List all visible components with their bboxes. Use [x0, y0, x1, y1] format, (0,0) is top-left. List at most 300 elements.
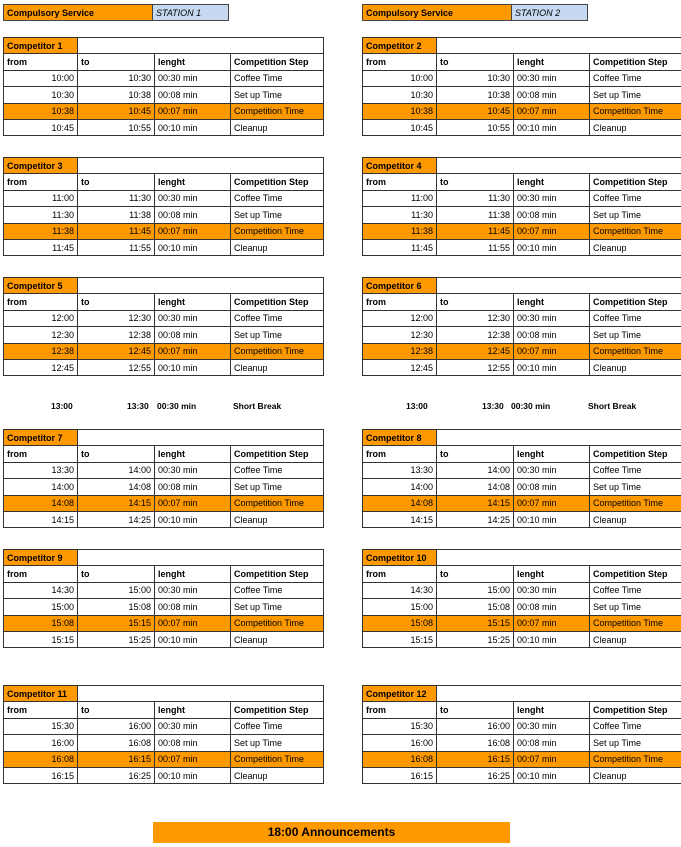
- length-cell: 00:30 min: [155, 718, 231, 734]
- to-cell: 11:30: [78, 190, 155, 206]
- step-cell: Cleanup: [231, 767, 324, 783]
- length-cell: 00:07 min: [155, 223, 231, 239]
- step-cell: Competition Time: [590, 751, 681, 767]
- competitor-title-row: [4, 38, 324, 54]
- schedule-row: [4, 119, 324, 135]
- competitor-table: [3, 277, 324, 376]
- competitor-title-row: [4, 430, 324, 446]
- column-header: lenght: [155, 566, 231, 582]
- length-cell: 00:08 min: [514, 479, 590, 495]
- column-header: Competition Step: [231, 294, 324, 310]
- schedule-row: [363, 767, 681, 783]
- step-cell: Coffee Time: [590, 190, 681, 206]
- schedule-row: [363, 599, 681, 615]
- column-header: lenght: [155, 294, 231, 310]
- step-cell: Set up Time: [590, 87, 681, 103]
- length-cell: 00:08 min: [155, 479, 231, 495]
- from-cell: 10:45: [363, 119, 437, 135]
- step-cell: Cleanup: [590, 511, 681, 527]
- to-cell: 14:25: [437, 511, 514, 527]
- length-cell: 00:07 min: [155, 751, 231, 767]
- length-cell: 00:10 min: [155, 359, 231, 375]
- column-header-row: [4, 566, 324, 582]
- schedule-row: [363, 479, 681, 495]
- to-cell: 14:00: [78, 462, 155, 478]
- schedule-row: [363, 103, 681, 119]
- column-header: lenght: [155, 174, 231, 190]
- length-cell: 00:10 min: [514, 631, 590, 647]
- length-cell: 00:10 min: [514, 239, 590, 255]
- to-cell: 14:15: [437, 495, 514, 511]
- step-cell: Coffee Time: [231, 462, 324, 478]
- step-cell: Competition Time: [231, 343, 324, 359]
- from-cell: 12:38: [363, 343, 437, 359]
- from-cell: 10:30: [363, 87, 437, 103]
- schedule-row: [4, 207, 324, 223]
- length-cell: 00:30 min: [514, 190, 590, 206]
- title-blank-cell: [437, 550, 681, 566]
- column-header: to: [78, 702, 155, 718]
- to-cell: 15:08: [437, 599, 514, 615]
- title-blank-cell: [437, 278, 681, 294]
- length-cell: 00:30 min: [155, 462, 231, 478]
- column-header: lenght: [155, 702, 231, 718]
- length-cell: 00:08 min: [514, 207, 590, 223]
- competitor-title-row: [363, 158, 681, 174]
- step-cell: Competition Time: [231, 615, 324, 631]
- length-cell: 00:07 min: [514, 615, 590, 631]
- to-cell: 10:30: [437, 70, 514, 86]
- step-cell: Set up Time: [231, 87, 324, 103]
- from-cell: 10:00: [363, 70, 437, 86]
- competitor-table: [362, 429, 681, 528]
- step-cell: Cleanup: [590, 359, 681, 375]
- column-header-row: [4, 702, 324, 718]
- from-cell: 15:15: [4, 631, 78, 647]
- length-cell: 00:10 min: [514, 359, 590, 375]
- to-cell: 10:45: [78, 103, 155, 119]
- schedule-row: [363, 119, 681, 135]
- break-length: 00:30 min: [511, 401, 551, 411]
- schedule-row: [4, 327, 324, 343]
- schedule-row: [363, 359, 681, 375]
- break-step: Short Break: [233, 401, 282, 411]
- competitor-title: Competitor 10: [363, 550, 437, 566]
- length-cell: 00:30 min: [514, 310, 590, 326]
- step-cell: Competition Time: [590, 223, 681, 239]
- column-header: from: [4, 294, 78, 310]
- title-blank-cell: [78, 430, 324, 446]
- column-header: from: [363, 702, 437, 718]
- competitor-table: [3, 685, 324, 784]
- competitor-title-row: [4, 550, 324, 566]
- column-header-row: [4, 54, 324, 70]
- to-cell: 16:08: [437, 735, 514, 751]
- schedule-row: [363, 343, 681, 359]
- from-cell: 12:45: [363, 359, 437, 375]
- length-cell: 00:08 min: [155, 599, 231, 615]
- from-cell: 11:00: [363, 190, 437, 206]
- step-cell: Coffee Time: [590, 310, 681, 326]
- column-header: from: [363, 294, 437, 310]
- competitor-block: [3, 277, 323, 376]
- from-cell: 16:08: [363, 751, 437, 767]
- schedule-row: [4, 767, 324, 783]
- schedule-row: [4, 479, 324, 495]
- step-cell: Coffee Time: [590, 582, 681, 598]
- to-cell: 11:55: [78, 239, 155, 255]
- column-header-row: [363, 446, 681, 462]
- column-header: Competition Step: [231, 174, 324, 190]
- step-cell: Coffee Time: [590, 718, 681, 734]
- competitor-title-row: [363, 38, 681, 54]
- column-header: Competition Step: [590, 294, 681, 310]
- column-header: from: [363, 446, 437, 462]
- break-from: 13:00: [406, 401, 428, 411]
- competitor-title: Competitor 8: [363, 430, 437, 446]
- schedule-row: [4, 190, 324, 206]
- to-cell: 10:45: [437, 103, 514, 119]
- compulsory-service-label: Compulsory Service: [362, 4, 512, 21]
- column-header: lenght: [514, 566, 590, 582]
- step-cell: Cleanup: [231, 359, 324, 375]
- step-cell: Cleanup: [231, 119, 324, 135]
- length-cell: 00:30 min: [514, 70, 590, 86]
- step-cell: Set up Time: [590, 599, 681, 615]
- to-cell: 14:15: [78, 495, 155, 511]
- schedule-row: [4, 599, 324, 615]
- to-cell: 12:45: [78, 343, 155, 359]
- from-cell: 10:00: [4, 70, 78, 86]
- to-cell: 15:15: [437, 615, 514, 631]
- column-header: to: [437, 54, 514, 70]
- schedule-row: [363, 310, 681, 326]
- length-cell: 00:08 min: [155, 327, 231, 343]
- to-cell: 11:45: [78, 223, 155, 239]
- to-cell: 16:08: [78, 735, 155, 751]
- from-cell: 12:00: [363, 310, 437, 326]
- competitor-title: Competitor 11: [4, 686, 78, 702]
- column-header-row: [4, 446, 324, 462]
- competitor-table: [362, 549, 681, 648]
- column-header: to: [78, 446, 155, 462]
- competitor-title: Competitor 9: [4, 550, 78, 566]
- column-header-row: [363, 54, 681, 70]
- step-cell: Competition Time: [231, 751, 324, 767]
- length-cell: 00:07 min: [514, 223, 590, 239]
- to-cell: 14:25: [78, 511, 155, 527]
- column-header: Competition Step: [590, 702, 681, 718]
- to-cell: 11:38: [437, 207, 514, 223]
- to-cell: 12:55: [437, 359, 514, 375]
- step-cell: Coffee Time: [590, 70, 681, 86]
- column-header: to: [78, 174, 155, 190]
- schedule-row: [4, 462, 324, 478]
- column-header: Competition Step: [231, 566, 324, 582]
- column-header-row: [4, 294, 324, 310]
- title-blank-cell: [78, 686, 324, 702]
- schedule-row: [4, 751, 324, 767]
- break-to: 13:30: [127, 401, 149, 411]
- title-blank-cell: [78, 550, 324, 566]
- step-cell: Cleanup: [590, 631, 681, 647]
- announcement-banner: 18:00 Announcements: [153, 822, 510, 843]
- schedule-row: [363, 582, 681, 598]
- from-cell: 15:30: [363, 718, 437, 734]
- to-cell: 10:55: [437, 119, 514, 135]
- to-cell: 11:45: [437, 223, 514, 239]
- step-cell: Coffee Time: [231, 70, 324, 86]
- length-cell: 00:10 min: [155, 511, 231, 527]
- schedule-row: [4, 631, 324, 647]
- from-cell: 15:30: [4, 718, 78, 734]
- break-step: Short Break: [588, 401, 637, 411]
- step-cell: Cleanup: [231, 239, 324, 255]
- to-cell: 16:00: [78, 718, 155, 734]
- column-header: lenght: [514, 54, 590, 70]
- to-cell: 11:30: [437, 190, 514, 206]
- competitor-title-row: [363, 430, 681, 446]
- length-cell: 00:10 min: [514, 511, 590, 527]
- to-cell: 10:38: [437, 87, 514, 103]
- schedule-row: [363, 239, 681, 255]
- competitor-table: [362, 685, 681, 784]
- competitor-title: Competitor 4: [363, 158, 437, 174]
- column-header: to: [78, 566, 155, 582]
- competitor-title: Competitor 3: [4, 158, 78, 174]
- length-cell: 00:07 min: [514, 495, 590, 511]
- competitor-block: [362, 685, 681, 784]
- from-cell: 16:15: [363, 767, 437, 783]
- competitor-table: [362, 37, 681, 136]
- step-cell: Competition Time: [590, 343, 681, 359]
- schedule-row: [363, 327, 681, 343]
- schedule-row: [4, 223, 324, 239]
- from-cell: 14:30: [363, 582, 437, 598]
- step-cell: Cleanup: [231, 511, 324, 527]
- step-cell: Set up Time: [231, 735, 324, 751]
- step-cell: Set up Time: [590, 327, 681, 343]
- length-cell: 00:07 min: [514, 343, 590, 359]
- break-from: 13:00: [51, 401, 73, 411]
- step-cell: Coffee Time: [231, 190, 324, 206]
- competitor-block: [362, 277, 681, 376]
- column-header: to: [437, 294, 514, 310]
- length-cell: 00:08 min: [514, 327, 590, 343]
- competitor-title: Competitor 6: [363, 278, 437, 294]
- step-cell: Competition Time: [231, 223, 324, 239]
- length-cell: 00:10 min: [514, 767, 590, 783]
- column-header-row: [363, 294, 681, 310]
- column-header: Competition Step: [590, 54, 681, 70]
- to-cell: 14:00: [437, 462, 514, 478]
- column-header: lenght: [155, 446, 231, 462]
- to-cell: 10:30: [78, 70, 155, 86]
- schedule-row: [363, 735, 681, 751]
- column-header: to: [437, 702, 514, 718]
- from-cell: 14:15: [363, 511, 437, 527]
- step-cell: Set up Time: [231, 207, 324, 223]
- length-cell: 00:30 min: [514, 718, 590, 734]
- from-cell: 16:00: [363, 735, 437, 751]
- competitor-title-row: [363, 550, 681, 566]
- length-cell: 00:30 min: [155, 582, 231, 598]
- schedule-row: [363, 631, 681, 647]
- column-header-row: [4, 174, 324, 190]
- schedule-row: [4, 343, 324, 359]
- to-cell: 14:08: [78, 479, 155, 495]
- column-header: from: [4, 566, 78, 582]
- title-blank-cell: [78, 278, 324, 294]
- from-cell: 11:30: [363, 207, 437, 223]
- from-cell: 10:38: [363, 103, 437, 119]
- schedule-row: [363, 615, 681, 631]
- length-cell: 00:08 min: [155, 207, 231, 223]
- competitor-table: [3, 37, 324, 136]
- from-cell: 11:45: [4, 239, 78, 255]
- step-cell: Cleanup: [590, 239, 681, 255]
- column-header: to: [78, 54, 155, 70]
- competitor-block: [362, 429, 681, 528]
- competitor-title-row: [4, 158, 324, 174]
- schedule-row: [4, 495, 324, 511]
- step-cell: Coffee Time: [231, 718, 324, 734]
- column-header: from: [363, 54, 437, 70]
- length-cell: 00:30 min: [155, 190, 231, 206]
- competitor-block: [3, 429, 323, 528]
- step-cell: Set up Time: [590, 207, 681, 223]
- step-cell: Set up Time: [231, 479, 324, 495]
- step-cell: Set up Time: [590, 735, 681, 751]
- from-cell: 14:08: [363, 495, 437, 511]
- from-cell: 15:00: [363, 599, 437, 615]
- station-label: STATION 2: [512, 4, 588, 21]
- competitor-title-row: [363, 686, 681, 702]
- length-cell: 00:07 min: [155, 343, 231, 359]
- to-cell: 12:38: [437, 327, 514, 343]
- title-blank-cell: [437, 38, 681, 54]
- column-header: lenght: [514, 702, 590, 718]
- length-cell: 00:30 min: [155, 70, 231, 86]
- from-cell: 13:30: [363, 462, 437, 478]
- step-cell: Cleanup: [231, 631, 324, 647]
- from-cell: 15:00: [4, 599, 78, 615]
- step-cell: Competition Time: [590, 495, 681, 511]
- competitor-title: Competitor 5: [4, 278, 78, 294]
- competitor-title-row: [4, 686, 324, 702]
- schedule-row: [363, 87, 681, 103]
- competitor-title: Competitor 7: [4, 430, 78, 446]
- column-header: Competition Step: [590, 174, 681, 190]
- competitor-title-row: [4, 278, 324, 294]
- column-header: from: [363, 174, 437, 190]
- to-cell: 11:55: [437, 239, 514, 255]
- from-cell: 15:08: [4, 615, 78, 631]
- step-cell: Set up Time: [590, 479, 681, 495]
- column-header: Competition Step: [231, 702, 324, 718]
- from-cell: 14:30: [4, 582, 78, 598]
- short-break-row: [362, 401, 681, 413]
- from-cell: 16:00: [4, 735, 78, 751]
- step-cell: Cleanup: [590, 119, 681, 135]
- column-header: lenght: [514, 174, 590, 190]
- from-cell: 12:30: [363, 327, 437, 343]
- schedule-row: [4, 735, 324, 751]
- length-cell: 00:08 min: [155, 87, 231, 103]
- competitor-table: [362, 157, 681, 256]
- title-blank-cell: [437, 686, 681, 702]
- title-blank-cell: [78, 158, 324, 174]
- competitor-title: Competitor 12: [363, 686, 437, 702]
- from-cell: 11:45: [363, 239, 437, 255]
- length-cell: 00:07 min: [155, 615, 231, 631]
- column-header: lenght: [514, 446, 590, 462]
- competitor-block: [3, 685, 323, 784]
- station-header-1: [3, 4, 229, 21]
- competitor-table: [3, 549, 324, 648]
- schedule-row: [4, 511, 324, 527]
- from-cell: 10:45: [4, 119, 78, 135]
- break-to: 13:30: [482, 401, 504, 411]
- to-cell: 11:38: [78, 207, 155, 223]
- to-cell: 10:55: [78, 119, 155, 135]
- title-blank-cell: [437, 430, 681, 446]
- from-cell: 16:08: [4, 751, 78, 767]
- to-cell: 12:30: [78, 310, 155, 326]
- step-cell: Coffee Time: [590, 462, 681, 478]
- length-cell: 00:07 min: [155, 495, 231, 511]
- to-cell: 16:25: [78, 767, 155, 783]
- step-cell: Coffee Time: [231, 310, 324, 326]
- competitor-title-row: [363, 278, 681, 294]
- schedule-row: [363, 511, 681, 527]
- from-cell: 12:38: [4, 343, 78, 359]
- column-header: from: [4, 54, 78, 70]
- from-cell: 11:00: [4, 190, 78, 206]
- step-cell: Set up Time: [231, 327, 324, 343]
- to-cell: 12:55: [78, 359, 155, 375]
- competitor-table: [362, 277, 681, 376]
- schedule-row: [4, 359, 324, 375]
- schedule-row: [4, 615, 324, 631]
- from-cell: 14:15: [4, 511, 78, 527]
- column-header: to: [78, 294, 155, 310]
- length-cell: 00:10 min: [155, 239, 231, 255]
- length-cell: 00:08 min: [514, 87, 590, 103]
- length-cell: 00:10 min: [155, 767, 231, 783]
- step-cell: Competition Time: [231, 495, 324, 511]
- competitor-block: [362, 37, 681, 136]
- to-cell: 15:00: [437, 582, 514, 598]
- schedule-row: [363, 751, 681, 767]
- length-cell: 00:08 min: [514, 599, 590, 615]
- from-cell: 12:45: [4, 359, 78, 375]
- step-cell: Set up Time: [231, 599, 324, 615]
- schedule-row: [363, 70, 681, 86]
- competitor-table: [3, 429, 324, 528]
- schedule-row: [4, 103, 324, 119]
- to-cell: 15:25: [78, 631, 155, 647]
- from-cell: 14:00: [4, 479, 78, 495]
- length-cell: 00:10 min: [155, 119, 231, 135]
- station-label: STATION 1: [153, 4, 229, 21]
- from-cell: 16:15: [4, 767, 78, 783]
- to-cell: 10:38: [78, 87, 155, 103]
- length-cell: 00:08 min: [514, 735, 590, 751]
- column-header: Competition Step: [590, 446, 681, 462]
- schedule-row: [363, 223, 681, 239]
- from-cell: 14:00: [363, 479, 437, 495]
